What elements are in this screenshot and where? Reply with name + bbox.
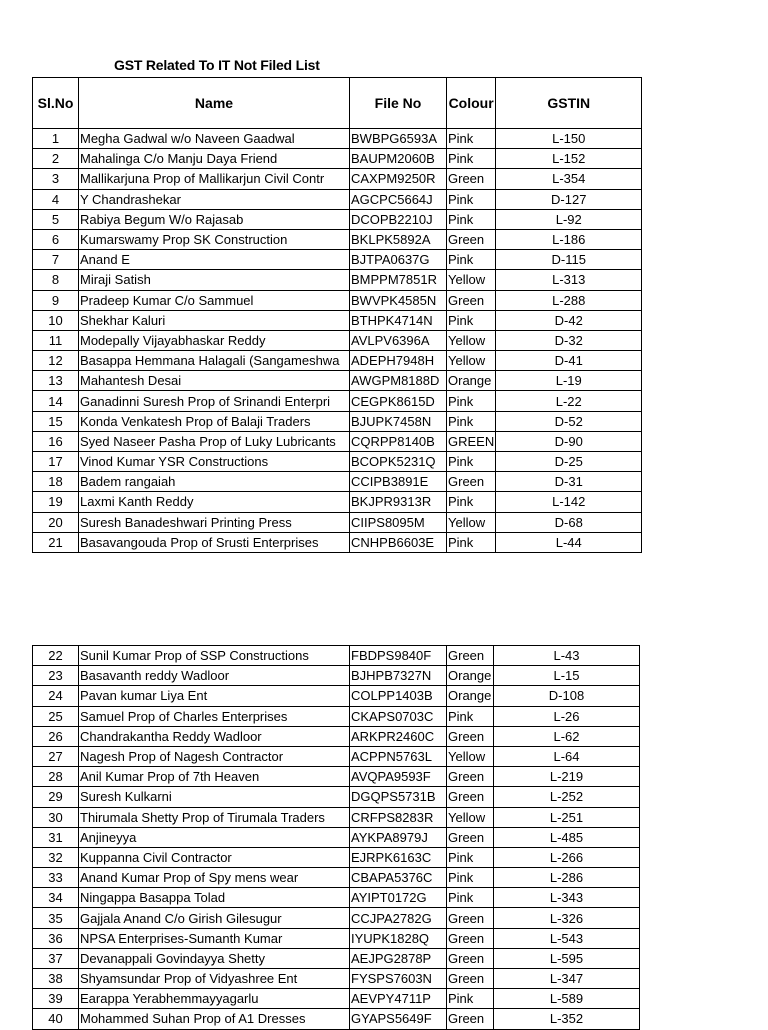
cell-gstin: L-288: [496, 290, 642, 310]
cell-sl-no: 20: [33, 512, 79, 532]
cell-name: Basavanth reddy Wadloor: [79, 666, 350, 686]
cell-file-no: BMPPM7851R: [350, 270, 447, 290]
cell-name: Syed Naseer Pasha Prop of Luky Lubricants: [79, 431, 350, 451]
table-row: [33, 706, 640, 726]
table-row: [33, 351, 642, 371]
cell-sl-no: 14: [33, 391, 79, 411]
header-sl-no: Sl.No: [33, 78, 79, 129]
cell-name: Modepally Vijayabhaskar Reddy: [79, 330, 350, 350]
table-row: [33, 767, 640, 787]
table-row: [33, 807, 640, 827]
cell-gstin: L-354: [496, 169, 642, 189]
cell-file-no: DCOPB2210J: [350, 209, 447, 229]
cell-gstin: D-52: [496, 411, 642, 431]
table-row: [33, 330, 642, 350]
cell-sl-no: 31: [33, 827, 79, 847]
cell-name: Miraji Satish: [79, 270, 350, 290]
cell-file-no: CQRPP8140B: [350, 431, 447, 451]
cell-gstin: L-26: [494, 706, 640, 726]
cell-sl-no: 17: [33, 452, 79, 472]
table-row: [33, 149, 642, 169]
cell-sl-no: 35: [33, 908, 79, 928]
cell-colour: Pink: [447, 888, 494, 908]
cell-gstin: L-286: [494, 868, 640, 888]
cell-gstin: L-251: [494, 807, 640, 827]
cell-colour: Orange: [447, 686, 494, 706]
table-row: [33, 270, 642, 290]
cell-sl-no: 13: [33, 371, 79, 391]
cell-colour: Pink: [447, 847, 494, 867]
cell-sl-no: 16: [33, 431, 79, 451]
cell-sl-no: 23: [33, 666, 79, 686]
cell-sl-no: 37: [33, 948, 79, 968]
cell-colour: Pink: [447, 189, 496, 209]
cell-file-no: IYUPK1828Q: [350, 928, 447, 948]
cell-sl-no: 27: [33, 746, 79, 766]
cell-colour: Pink: [447, 209, 496, 229]
cell-name: Laxmi Kanth Reddy: [79, 492, 350, 512]
cell-sl-no: 2: [33, 149, 79, 169]
cell-gstin: D-41: [496, 351, 642, 371]
cell-sl-no: 10: [33, 310, 79, 330]
cell-name: NPSA Enterprises-Sumanth Kumar: [79, 928, 350, 948]
cell-colour: Pink: [447, 706, 494, 726]
table-row: [33, 169, 642, 189]
gst-table-part-2: [32, 645, 640, 1030]
cell-sl-no: 32: [33, 847, 79, 867]
cell-sl-no: 39: [33, 989, 79, 1009]
table-row: [33, 868, 640, 888]
cell-file-no: CAXPM9250R: [350, 169, 447, 189]
cell-file-no: CIIPS8095M: [350, 512, 447, 532]
cell-name: Y Chandrashekar: [79, 189, 350, 209]
cell-file-no: AWGPM8188D: [350, 371, 447, 391]
cell-file-no: AYIPT0172G: [350, 888, 447, 908]
cell-sl-no: 22: [33, 646, 79, 666]
cell-file-no: BAUPM2060B: [350, 149, 447, 169]
cell-file-no: EJRPK6163C: [350, 847, 447, 867]
cell-sl-no: 40: [33, 1009, 79, 1029]
cell-name: Nagesh Prop of Nagesh Contractor: [79, 746, 350, 766]
cell-colour: Pink: [447, 129, 496, 149]
cell-sl-no: 26: [33, 726, 79, 746]
cell-colour: Pink: [447, 532, 496, 552]
cell-file-no: BWBPG6593A: [350, 129, 447, 149]
cell-colour: Green: [447, 472, 496, 492]
cell-sl-no: 5: [33, 209, 79, 229]
cell-name: Chandrakantha Reddy Wadloor: [79, 726, 350, 746]
cell-file-no: AVQPA9593F: [350, 767, 447, 787]
cell-file-no: BTHPK4714N: [350, 310, 447, 330]
cell-name: Devanappali Govindayya Shetty: [79, 948, 350, 968]
cell-file-no: DGQPS5731B: [350, 787, 447, 807]
cell-colour: Green: [447, 229, 496, 249]
cell-gstin: L-43: [494, 646, 640, 666]
cell-colour: Green: [447, 767, 494, 787]
cell-file-no: BJTPA0637G: [350, 250, 447, 270]
cell-gstin: L-152: [496, 149, 642, 169]
table-row: [33, 472, 642, 492]
cell-sl-no: 18: [33, 472, 79, 492]
cell-file-no: AEVPY4711P: [350, 989, 447, 1009]
cell-name: Badem rangaiah: [79, 472, 350, 492]
gst-table-part-1: [32, 77, 642, 553]
cell-gstin: L-252: [494, 787, 640, 807]
table-row: [33, 250, 642, 270]
cell-sl-no: 4: [33, 189, 79, 209]
table-row: [33, 969, 640, 989]
cell-colour: Yellow: [447, 746, 494, 766]
cell-name: Kuppanna Civil Contractor: [79, 847, 350, 867]
cell-sl-no: 21: [33, 532, 79, 552]
cell-sl-no: 28: [33, 767, 79, 787]
cell-file-no: BKLPK5892A: [350, 229, 447, 249]
cell-file-no: AEJPG2878P: [350, 948, 447, 968]
table-row: [33, 492, 642, 512]
cell-sl-no: 33: [33, 868, 79, 888]
table-row: [33, 847, 640, 867]
cell-sl-no: 1: [33, 129, 79, 149]
cell-name: Pradeep Kumar C/o Sammuel: [79, 290, 350, 310]
cell-name: Rabiya Begum W/o Rajasab: [79, 209, 350, 229]
cell-name: Anand E: [79, 250, 350, 270]
cell-gstin: D-90: [496, 431, 642, 451]
document-title: GST Related To IT Not Filed List: [114, 57, 320, 73]
cell-colour: Yellow: [447, 351, 496, 371]
cell-name: Mahalinga C/o Manju Daya Friend: [79, 149, 350, 169]
cell-name: Suresh Kulkarni: [79, 787, 350, 807]
cell-sl-no: 8: [33, 270, 79, 290]
cell-sl-no: 15: [33, 411, 79, 431]
cell-name: Sunil Kumar Prop of SSP Constructions: [79, 646, 350, 666]
table-row: [33, 726, 640, 746]
header-file-no: File No: [350, 78, 447, 129]
cell-file-no: CEGPK8615D: [350, 391, 447, 411]
cell-colour: Pink: [447, 411, 496, 431]
cell-file-no: BJHPB7327N: [350, 666, 447, 686]
table-row: [33, 746, 640, 766]
cell-colour: Yellow: [447, 270, 496, 290]
cell-name: Mohammed Suhan Prop of A1 Dresses: [79, 1009, 350, 1029]
cell-file-no: AYKPA8979J: [350, 827, 447, 847]
cell-colour: Green: [447, 726, 494, 746]
cell-name: Anil Kumar Prop of 7th Heaven: [79, 767, 350, 787]
cell-name: Basavangouda Prop of Srusti Enterprises: [79, 532, 350, 552]
cell-file-no: GYAPS5649F: [350, 1009, 447, 1029]
cell-gstin: L-64: [494, 746, 640, 766]
table-row: [33, 290, 642, 310]
cell-file-no: CCIPB3891E: [350, 472, 447, 492]
table-row: [33, 888, 640, 908]
cell-gstin: D-31: [496, 472, 642, 492]
cell-colour: Orange: [447, 666, 494, 686]
table-row: [33, 229, 642, 249]
cell-gstin: L-485: [494, 827, 640, 847]
cell-name: Ningappa Basappa Tolad: [79, 888, 350, 908]
cell-file-no: AGCPC5664J: [350, 189, 447, 209]
table-row: [33, 1009, 640, 1029]
cell-colour: Pink: [447, 989, 494, 1009]
cell-colour: Green: [447, 928, 494, 948]
cell-name: Anjineyya: [79, 827, 350, 847]
table-row: [33, 512, 642, 532]
cell-name: Samuel Prop of Charles Enterprises: [79, 706, 350, 726]
cell-colour: Pink: [447, 310, 496, 330]
cell-colour: Green: [447, 787, 494, 807]
cell-sl-no: 12: [33, 351, 79, 371]
cell-gstin: L-186: [496, 229, 642, 249]
cell-name: Suresh Banadeshwari Printing Press: [79, 512, 350, 532]
cell-colour: Pink: [447, 250, 496, 270]
cell-gstin: L-62: [494, 726, 640, 746]
cell-file-no: CRFPS8283R: [350, 807, 447, 827]
cell-file-no: ARKPR2460C: [350, 726, 447, 746]
table-row: [33, 129, 642, 149]
cell-gstin: L-343: [494, 888, 640, 908]
header-gstin: GSTIN: [496, 78, 642, 129]
cell-gstin: L-19: [496, 371, 642, 391]
table-row: [33, 391, 642, 411]
table-row: [33, 989, 640, 1009]
cell-sl-no: 19: [33, 492, 79, 512]
table-row: [33, 686, 640, 706]
table-row: [33, 787, 640, 807]
cell-name: Anand Kumar Prop of Spy mens wear: [79, 868, 350, 888]
cell-gstin: L-595: [494, 948, 640, 968]
cell-sl-no: 34: [33, 888, 79, 908]
cell-colour: Green: [447, 646, 494, 666]
cell-file-no: FBDPS9840F: [350, 646, 447, 666]
cell-gstin: L-347: [494, 969, 640, 989]
cell-file-no: BJUPK7458N: [350, 411, 447, 431]
cell-name: Thirumala Shetty Prop of Tirumala Traders: [79, 807, 350, 827]
cell-gstin: L-326: [494, 908, 640, 928]
cell-gstin: L-92: [496, 209, 642, 229]
cell-sl-no: 9: [33, 290, 79, 310]
cell-colour: Green: [447, 908, 494, 928]
cell-name: Mahantesh Desai: [79, 371, 350, 391]
cell-colour: Yellow: [447, 512, 496, 532]
cell-sl-no: 38: [33, 969, 79, 989]
cell-name: Konda Venkatesh Prop of Balaji Traders: [79, 411, 350, 431]
cell-colour: Green: [447, 969, 494, 989]
cell-gstin: D-32: [496, 330, 642, 350]
cell-colour: Pink: [447, 149, 496, 169]
cell-file-no: FYSPS7603N: [350, 969, 447, 989]
cell-colour: Green: [447, 1009, 494, 1029]
cell-colour: Yellow: [447, 330, 496, 350]
cell-file-no: BWVPK4585N: [350, 290, 447, 310]
cell-gstin: L-142: [496, 492, 642, 512]
cell-gstin: L-150: [496, 129, 642, 149]
table-row: [33, 209, 642, 229]
cell-name: Kumarswamy Prop SK Construction: [79, 229, 350, 249]
cell-colour: Green: [447, 290, 496, 310]
cell-sl-no: 30: [33, 807, 79, 827]
cell-name: Vinod Kumar YSR Constructions: [79, 452, 350, 472]
table-row: [33, 452, 642, 472]
table-row: [33, 532, 642, 552]
cell-gstin: L-219: [494, 767, 640, 787]
cell-name: Gajjala Anand C/o Girish Gilesugur: [79, 908, 350, 928]
cell-name: Shyamsundar Prop of Vidyashree Ent: [79, 969, 350, 989]
table-row: [33, 646, 640, 666]
cell-file-no: CNHPB6603E: [350, 532, 447, 552]
cell-file-no: CKAPS0703C: [350, 706, 447, 726]
cell-file-no: ADEPH7948H: [350, 351, 447, 371]
cell-gstin: D-127: [496, 189, 642, 209]
table-row: [33, 310, 642, 330]
cell-colour: Pink: [447, 452, 496, 472]
cell-sl-no: 25: [33, 706, 79, 726]
cell-sl-no: 24: [33, 686, 79, 706]
cell-gstin: L-543: [494, 928, 640, 948]
cell-colour: Pink: [447, 391, 496, 411]
cell-gstin: L-44: [496, 532, 642, 552]
cell-gstin: L-22: [496, 391, 642, 411]
cell-colour: Green: [447, 827, 494, 847]
cell-gstin: D-42: [496, 310, 642, 330]
table-row: [33, 189, 642, 209]
cell-name: Mallikarjuna Prop of Mallikarjun Civil Contr: [79, 169, 350, 189]
cell-gstin: D-68: [496, 512, 642, 532]
cell-sl-no: 36: [33, 928, 79, 948]
table-row: [33, 948, 640, 968]
cell-name: Pavan kumar Liya Ent: [79, 686, 350, 706]
cell-sl-no: 29: [33, 787, 79, 807]
header-name: Name: [79, 78, 350, 129]
cell-sl-no: 6: [33, 229, 79, 249]
table-row: [33, 371, 642, 391]
cell-name: Ganadinni Suresh Prop of Srinandi Enterpri: [79, 391, 350, 411]
table-row: [33, 928, 640, 948]
cell-name: Megha Gadwal w/o Naveen Gaadwal: [79, 129, 350, 149]
cell-file-no: ACPPN5763L: [350, 746, 447, 766]
cell-gstin: D-115: [496, 250, 642, 270]
cell-file-no: CBAPA5376C: [350, 868, 447, 888]
cell-colour: Green: [447, 948, 494, 968]
cell-name: Earappa Yerabhemmayyagarlu: [79, 989, 350, 1009]
cell-name: Shekhar Kaluri: [79, 310, 350, 330]
cell-sl-no: 11: [33, 330, 79, 350]
cell-colour: Green: [447, 169, 496, 189]
cell-sl-no: 3: [33, 169, 79, 189]
cell-file-no: CCJPA2782G: [350, 908, 447, 928]
cell-colour: Orange: [447, 371, 496, 391]
cell-name: Basappa Hemmana Halagali (Sangameshwa: [79, 351, 350, 371]
table-row: [33, 827, 640, 847]
cell-gstin: L-352: [494, 1009, 640, 1029]
cell-sl-no: 7: [33, 250, 79, 270]
cell-colour: Pink: [447, 868, 494, 888]
cell-file-no: BCOPK5231Q: [350, 452, 447, 472]
cell-colour: Yellow: [447, 807, 494, 827]
cell-gstin: D-25: [496, 452, 642, 472]
cell-colour: GREEN: [447, 431, 496, 451]
cell-colour: Pink: [447, 492, 496, 512]
cell-gstin: D-108: [494, 686, 640, 706]
cell-gstin: L-266: [494, 847, 640, 867]
table-row: [33, 431, 642, 451]
table-row: [33, 908, 640, 928]
table-row: [33, 666, 640, 686]
cell-file-no: COLPP1403B: [350, 686, 447, 706]
cell-gstin: L-15: [494, 666, 640, 686]
cell-file-no: BKJPR9313R: [350, 492, 447, 512]
cell-gstin: L-589: [494, 989, 640, 1009]
cell-file-no: AVLPV6396A: [350, 330, 447, 350]
cell-gstin: L-313: [496, 270, 642, 290]
header-colour: Colour: [447, 78, 496, 129]
table-row: [33, 411, 642, 431]
table-header-row: [33, 78, 642, 129]
